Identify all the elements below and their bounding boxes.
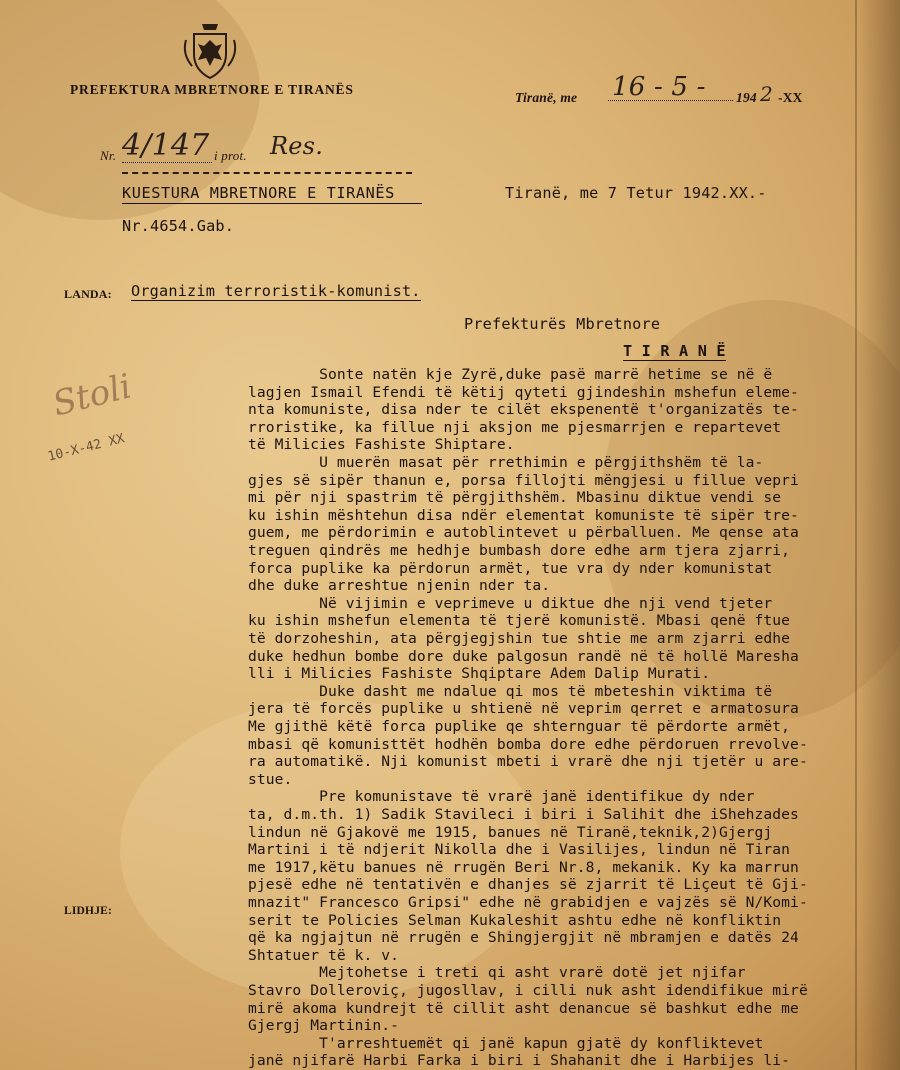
prot-label: i prot. bbox=[214, 148, 247, 163]
body-line: Me gjithë këtë forca puplike qe shternguar të përdorte armët, bbox=[248, 718, 791, 735]
page-edge-shadow bbox=[858, 0, 900, 1070]
sender-underline bbox=[122, 203, 422, 204]
year-handwritten: 2 bbox=[760, 82, 773, 106]
body-line: Duke dasht me ndalue qi mos të mbeteshin viktima të bbox=[248, 682, 773, 700]
body-line: dhe duke arreshtue njenin nder ta. bbox=[248, 577, 551, 595]
recipient-city: T I R A N Ë bbox=[623, 342, 726, 360]
body-line: lli i Milicies Fashiste Shqiptare Adem Dalip Murati. bbox=[248, 665, 711, 683]
body-line: Në vijimin e veprimeve u diktue dhe nji vend tjeter bbox=[248, 594, 773, 612]
body-line: nta komuniste, disa nder te cilët ekspenentë t'organizatës te- bbox=[248, 401, 799, 419]
body-line: ku ishin mështehun disa ndër elementat komuniste të sipër tre- bbox=[248, 506, 799, 524]
lidhje-label: LIDHJE: bbox=[64, 905, 113, 917]
body-line: gjes së sipër thanun e, porsa fillojti mëngjesi u fillue vepri bbox=[248, 471, 799, 489]
handwritten-date: 16 - 5 - bbox=[612, 72, 706, 102]
body-line: ta, d.m.th. 1) Sadik Stavileci i biri i Salihit dhe iShehzades bbox=[248, 806, 799, 823]
body-line: mi për nji spastrim të përgjithshëm. Mbasinu diktue vendi se bbox=[248, 489, 782, 507]
recipient-line1: Prefekturës Mbretnore bbox=[464, 315, 661, 333]
date-dotted-line bbox=[608, 100, 733, 101]
body-line: Stavro Dolleroviç, jugosllav, i cilli nuk asht idendifikue mirë bbox=[248, 982, 808, 999]
body-line: me 1917,këtu banues në rrugën Beri Nr.8, mekanik. Ky ka marrun bbox=[248, 858, 799, 876]
sender-date: Tiranë, me 7 Tetur 1942.XX.- bbox=[505, 184, 767, 202]
body-line: forca puplike ka përdorun armët, tue vra dy nder komunistat bbox=[248, 559, 773, 577]
body-line: ku ishin mshefun elementa të tjerë komunistë. Mbasi qenë ftue bbox=[248, 612, 791, 630]
body-line: të dorzoheshin, ata përgjegjshin tue shtie me arm zjarri edhe bbox=[248, 630, 791, 647]
body-line: Martini i të ndjerit Nikolla dhe i Vasilijes, lindun në Tiran bbox=[248, 841, 791, 859]
body-line: mbasi që komunisttët hodhën bomba dore edhe përdoruen rrevolve- bbox=[248, 735, 808, 753]
body-line: të Milicies Fashiste Shiptare. bbox=[248, 436, 515, 454]
prot-value: Res. bbox=[270, 132, 324, 160]
body-line: lagjen Ismail Efendi të këtij qyteti gjindeshin mshefun eleme- bbox=[248, 383, 799, 401]
stamp-date: 10-X-42 XX bbox=[46, 431, 126, 465]
body-line: U muerën masat për rrethimin e përgjithshëm të la- bbox=[248, 454, 764, 471]
year-prefix: 194 bbox=[736, 90, 757, 105]
nr-label: Nr. bbox=[100, 148, 117, 163]
body-line: mnazit" Francesco Gripsi" edhe në grabidjen e vajzës së N/Komi- bbox=[248, 894, 808, 911]
prefecture-heading: PREFEKTURA MBRETNORE E TIRANËS bbox=[70, 82, 354, 97]
protocol-number: 4/147 bbox=[122, 128, 210, 163]
handwritten-stamp bbox=[12, 339, 223, 492]
body-line: ra automatikë. Nji komunist mbeti i vrarë dhe nji tjetër u are- bbox=[248, 753, 808, 771]
subject-label: LANDA: bbox=[64, 287, 112, 301]
paper-fold bbox=[855, 0, 857, 1070]
body-line: pjesë edhe në tentativën e dhanjes së zjarrit të Liçeut të Gji- bbox=[248, 876, 808, 894]
body-line: lindun në Gjakovë me 1915, banues në Tiranë,teknik,2)Gjergj bbox=[248, 823, 773, 841]
body-line: guem, me përdorimin e autoblintevet u përballuen. Me qense ata bbox=[248, 524, 799, 542]
body-line: Shtatuer të k. v. bbox=[248, 946, 400, 964]
stamp-signature: Stoli bbox=[48, 366, 136, 425]
body-line: mirë akoma kundrejt të cillit asht denancue së bashkut edhe me bbox=[248, 999, 799, 1017]
body-line: Gjergj Martinin.- bbox=[248, 1017, 400, 1035]
city-date-prefix: Tiranë, me bbox=[515, 90, 578, 105]
body-line: Pre komunistave të vrarë janë identifikue dy nder bbox=[248, 788, 755, 806]
body-line: duke hedhun bombe dore duke palgosun randë në të hollë Maresha bbox=[248, 647, 799, 665]
body-line: rroristike, ka fillue nji aksjon me pjesmarrjen e repartevet bbox=[248, 418, 782, 436]
sender-number: Nr.4654.Gab. bbox=[122, 217, 235, 235]
body-line: jera të forcës puplike u shtienë në veprim qerret e armatosura bbox=[248, 700, 799, 718]
body-line: Sonte natën kje Zyrë,duke pasë marrë hetime se në ë bbox=[248, 366, 773, 383]
body-line: T'arreshtuemët qi janë kapun gjatë dy konfliktevet bbox=[248, 1034, 764, 1052]
separator-dashes bbox=[122, 172, 412, 176]
coat-of-arms-icon bbox=[180, 20, 240, 82]
nr-dotted-line bbox=[122, 162, 212, 163]
sender-office: KUESTURA MBRETNORE E TIRANËS bbox=[122, 184, 395, 202]
body-line: treguen qindrës me hedhje bumbash dore edhe arm tjera zjarri, bbox=[248, 542, 791, 559]
subject-text: Organizim terroristik-komunist. bbox=[131, 282, 421, 300]
body-line: janë njifarë Harbi Farka i biri i Shahanit dhe i Harbijes li- bbox=[248, 1052, 791, 1070]
body-line: serit te Policies Selman Kukaleshit ashtu edhe në konfliktin bbox=[248, 911, 782, 929]
era-mark: -XX bbox=[778, 90, 803, 105]
body-line: Mejtohetse i treti qi asht vrarë dotë jet njifar bbox=[248, 964, 746, 982]
body-line: stue. bbox=[248, 770, 293, 788]
body-line: që ka ngjajtun në rrugën e Shingjergjit në mbramjen e datës 24 bbox=[248, 929, 799, 947]
